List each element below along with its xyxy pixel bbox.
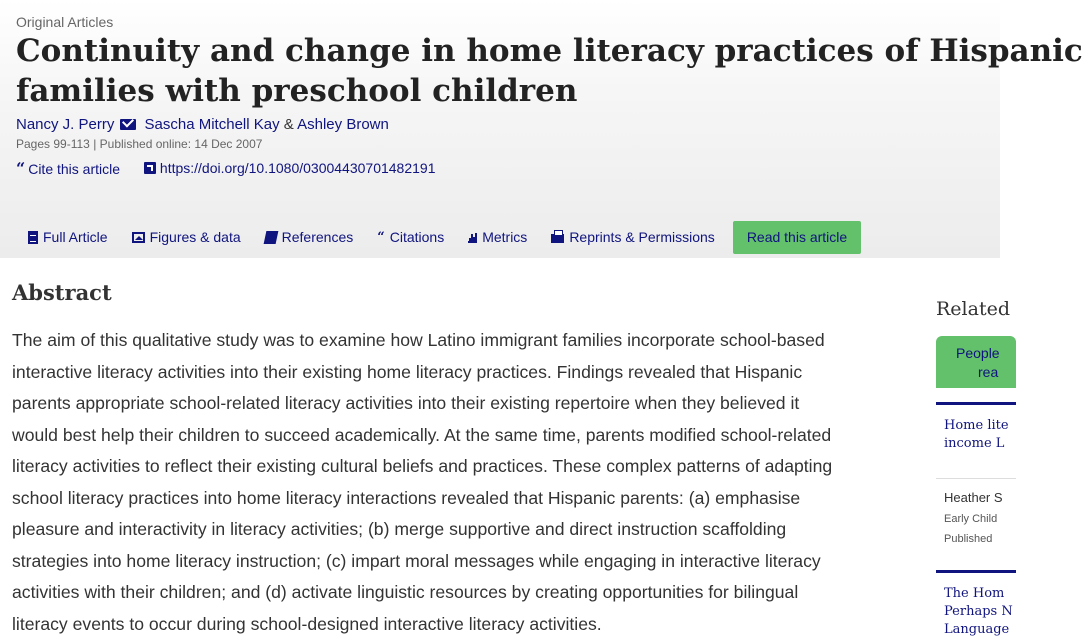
abstract-heading: Abstract [12, 280, 112, 305]
doi-link[interactable] [144, 160, 436, 176]
tab-metrics[interactable] [456, 220, 539, 254]
article-title [16, 31, 1083, 111]
cite-label: Cite this article [28, 161, 121, 177]
abstract-line: school literacy practices into home literacy interactions revealed that Hispanic parents: (a) emphasise [12, 487, 801, 508]
read-article-button[interactable]: Read this article [733, 221, 861, 254]
image-icon [132, 232, 145, 243]
title-line-1: Continuity and change in home literacy practices of Hispanic [16, 33, 1083, 69]
tab-label: References [281, 229, 354, 245]
people-label-line1: People [956, 345, 1000, 361]
print-icon [551, 234, 564, 243]
people-label-line2: rea [978, 364, 999, 380]
article-links [16, 160, 455, 177]
tab-label: Metrics [482, 229, 528, 245]
author-separator: & [283, 116, 294, 133]
abstract-line: pleasure and interactivity in literacy activities; (b) merge supportive and direct instruction scaffolding [12, 519, 787, 539]
related-author[interactable]: Heather S [944, 490, 1003, 505]
abstract-text [12, 325, 892, 640]
abstract-line: interactive literacy activities into their existing home literacy practices. Findings revealed that Hispanic [12, 361, 803, 382]
abstract-line: parents appropriate school-related literacy activities into their existing repertoire when they believed it [12, 393, 800, 413]
article-tabs [16, 220, 861, 254]
related-divider [936, 478, 1016, 479]
tab-label: Reprints & Permissions [569, 229, 715, 245]
related-title-line: The Hom [944, 586, 1005, 601]
abstract-line: activities with their children; and (d) activate linguistic resources by creating opportunities for bilingual [12, 582, 799, 602]
author-list [16, 116, 389, 133]
related-article-2[interactable] [936, 570, 1016, 639]
page-range: Pages 99-113 [16, 137, 90, 151]
people-also-read-tab[interactable] [936, 336, 1016, 388]
author-link-2[interactable]: Sascha Mitchell Kay [144, 116, 280, 133]
tab-citations[interactable] [365, 220, 456, 254]
book-icon [263, 231, 278, 244]
abstract-line: literacy events to occur during school-designed interactive literacy activities. [12, 613, 602, 634]
tab-label: Figures & data [149, 229, 241, 245]
title-line-2: families with preschool children [16, 73, 578, 109]
related-title-line: Perhaps N [944, 604, 1013, 619]
cite-link[interactable] [16, 161, 120, 177]
related-published: Published [944, 533, 993, 545]
author-link-3[interactable]: Ashley Brown [297, 116, 389, 133]
mail-icon[interactable] [120, 119, 136, 130]
abstract-line: strategies into home literacy instruction; (c) impart moral messages while engaging in interactive literacy [12, 550, 821, 571]
abstract-line: The aim of this qualitative study was to examine how Latino immigrant families incorporate school-based [12, 330, 825, 350]
article-meta [16, 137, 262, 151]
related-journal: Early Child [944, 513, 998, 525]
related-article-1-details [936, 490, 1016, 549]
related-article-1[interactable] [936, 402, 1016, 453]
abstract-line: would best help their children to succeed academically. At the same time, parents modified school-related [12, 424, 832, 445]
document-icon [28, 231, 38, 244]
related-heading: Related [936, 298, 1010, 320]
tab-reprints-permissions[interactable] [539, 220, 727, 254]
tab-label: Citations [389, 229, 445, 245]
doi-text: https://doi.org/10.1080/03004430701482191 [159, 160, 436, 176]
meta-separator: | [93, 137, 97, 151]
publish-date: Published online: 14 Dec 2007 [99, 137, 263, 151]
related-title-line: Language [944, 622, 1010, 637]
author-link-1[interactable]: Nancy J. Perry [16, 116, 115, 133]
quote-icon: “ [16, 159, 26, 178]
section-label: Original Articles [16, 14, 114, 30]
bar-chart-icon [468, 231, 477, 243]
external-link-icon [144, 162, 156, 174]
related-title-line: income L [944, 436, 1005, 451]
related-title-line: Home lite [944, 418, 1009, 433]
tab-references[interactable] [253, 220, 366, 254]
tab-label: Full Article [43, 229, 108, 245]
quote-icon: “ [377, 229, 385, 245]
tab-figures-data[interactable] [120, 220, 253, 254]
tab-full-article[interactable] [16, 220, 120, 254]
abstract-line: literacy activities to reflect their existing cultural beliefs and practices. These complex patterns of adapting [12, 456, 833, 476]
